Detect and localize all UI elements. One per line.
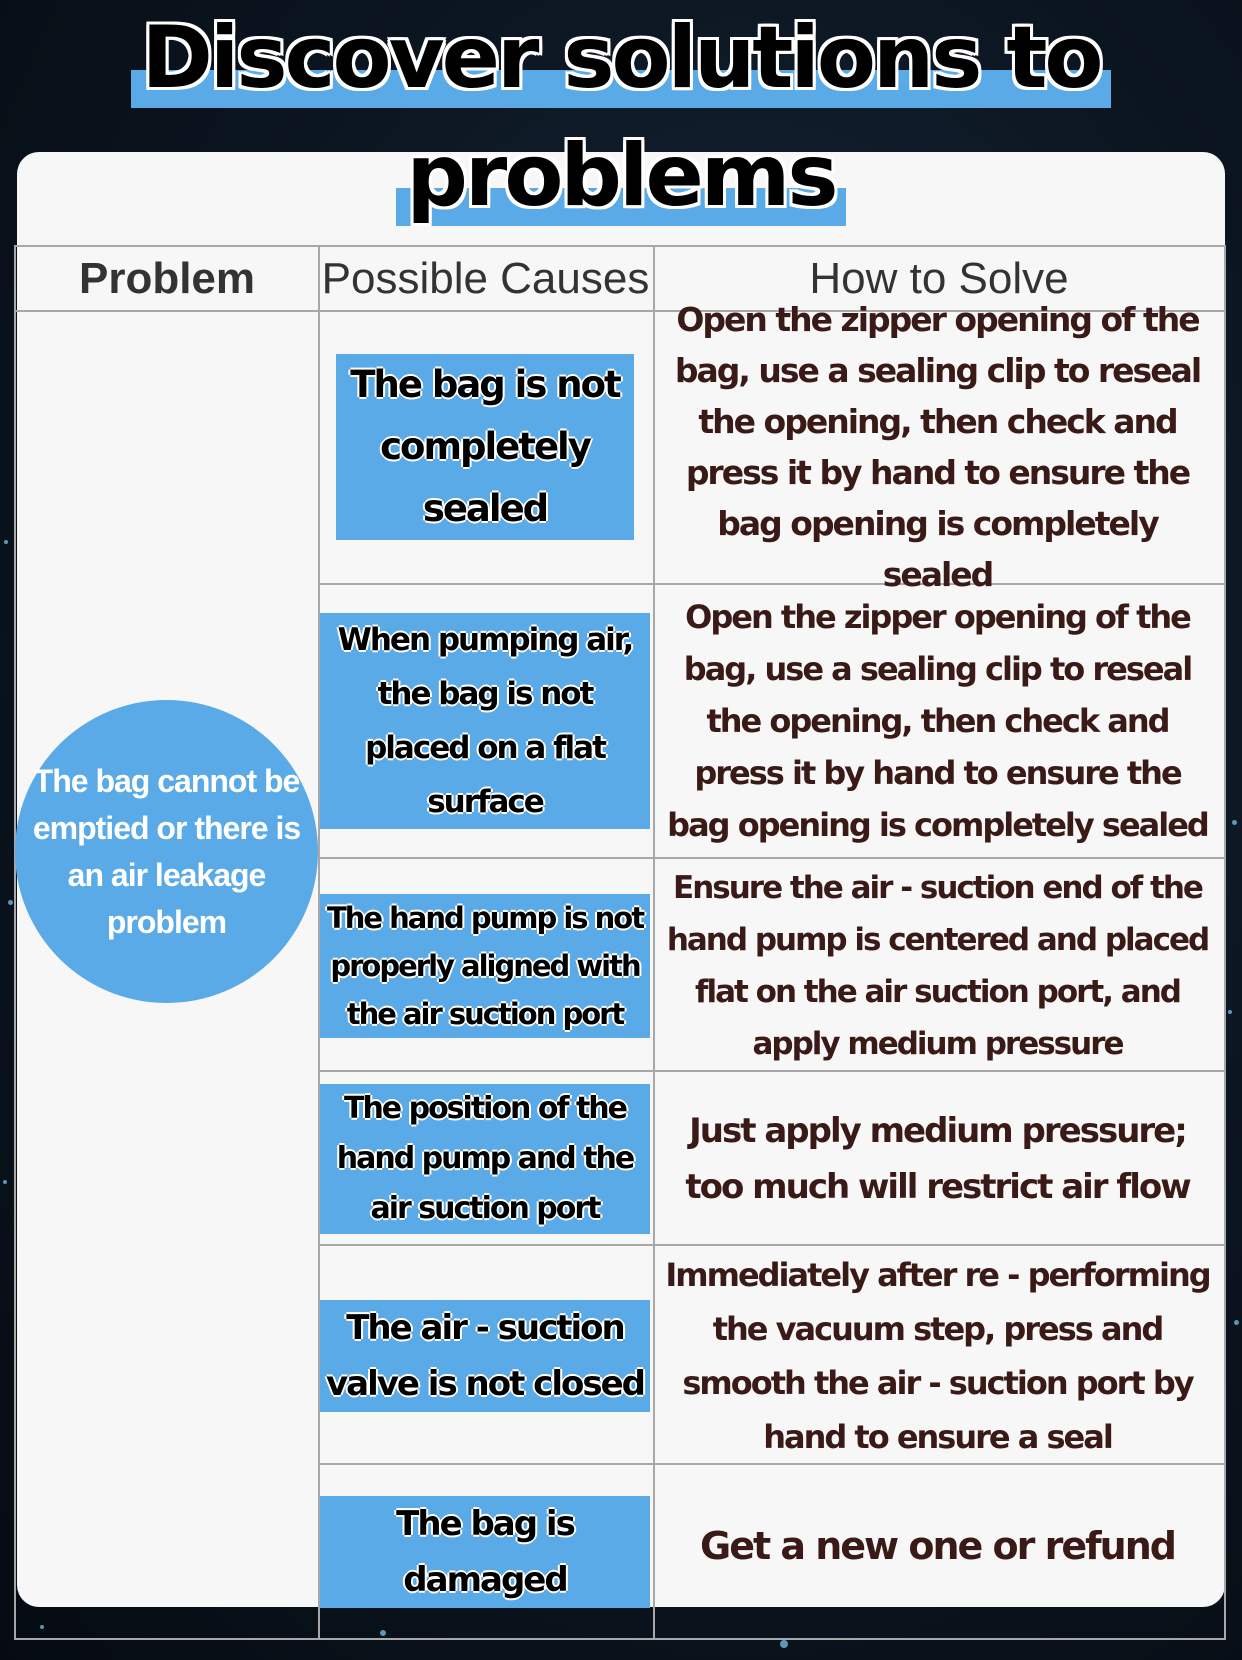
header-possible-causes: Possible Causes: [321, 254, 650, 303]
page-title: [0, 0, 1242, 226]
table-row-solution: Just apply medium pressure; too much will restrict air flow: [685, 1111, 1190, 1207]
table-row-cause: When pumping air, the bag is not placed on a flat surface: [320, 586, 650, 856]
table-row-cause: The bag is damaged: [320, 1466, 650, 1638]
problem-bubble: [15, 700, 318, 1003]
table-row-cause: The hand pump is not properly aligned with the air suction port: [320, 860, 650, 1071]
table-row-cause: The position of the hand pump and the air suction port: [320, 1073, 650, 1245]
header-how-to-solve: How to Solve: [809, 254, 1069, 303]
problem-text: The bag cannot be emptied or there is an air leakage problem: [32, 762, 301, 940]
table-row-solution: Immediately after re - performing the vacuum step, press and smooth the air - suction port by hand to ensure a seal: [665, 1255, 1210, 1456]
title-line-2: problems: [396, 126, 845, 226]
table-row-cause: The air - suction valve is not closed: [320, 1247, 650, 1464]
table-row-solution: Get a new one or refund: [700, 1524, 1175, 1568]
table-row-cause: The bag is not completely sealed: [320, 312, 650, 582]
table-row-solution: Ensure the air - suction end of the hand pump is centered and placed flat on the air suction port, and apply medium pressure: [666, 869, 1209, 1062]
header-problem: Problem: [78, 254, 256, 303]
title-line-1: Discover solutions to: [131, 8, 1110, 108]
table-row-solution: Open the zipper opening of the bag, use a sealing clip to reseal the opening, then check and press it by hand to ensure the bag opening is completely sealed: [667, 598, 1208, 844]
table-row-solution: Open the zipper opening of the bag, use a sealing clip to reseal the opening, then check and press it by hand to ensure the bag opening is completely sealed: [674, 300, 1201, 594]
